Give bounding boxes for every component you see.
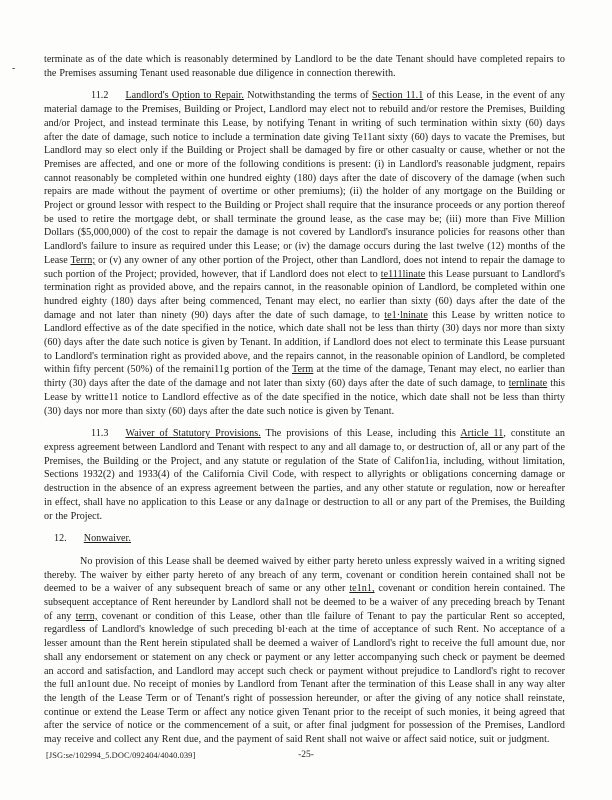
- text-run: Notwithstanding the terms of: [243, 90, 372, 102]
- text-run: , constitute an express agreement between Landlord and Tenant with respect to any and all damage to, or destruction of, all or any part of the Premises, the Building or the Project, and any statute or regulation of the State of Califon1ia, including, without limitation, Sections 1932(2) and 1933(4) of the California Civil Code, with respect to allyrights or obligations concerning damage or destruction in the absence of an express agreement between the parties, and any other statute or regulation, now or hereafter in effect, shall have no application to this Lease or any da1nage or destruction to all or any part of the Premises, the Building or the Project.: [44, 428, 565, 522]
- underlined-text: te1n1,: [349, 583, 375, 595]
- underlined-text: te111linate: [380, 268, 426, 280]
- text-run: covenant or condition herein contained. The subsequent acceptance of Rent hereunder by Landlord shall not be deemed to be a waiver of any preceding breach by Tenant of any: [44, 583, 565, 622]
- underlined-text: Article 11: [460, 428, 504, 440]
- text-run: of this Lease, in the event of any material damage to the Premises, Building or Project, Landlord may elect not to rebuild and/or restore the Premises, Building and/or Project, and instead terminate this Lease, by notifying Tenant in writing of such termination within sixty (60) days after the date of damage, such notice to include a termination date giving Te11ant sixty (60) days to vacate the Premises, but Landlord may so elect only if the Building or Project shall be damaged by fire or other casualty or cause, whether or not the Premises are affected, and one or more of the following conditions is present: (i) in Landlord's reasonable judgment, repairs cannot reasonably be completed within one hundred eighty (180) days after the date of discovery of the damage (when such repairs are made without the payment of overtime or other premiums); (ii) the holder of any mortgage on the Building or Project or ground lessor with respect to the Building or Project shall require that the insurance proceeds or any portion thereof be used to retire the mortgage debt, or shall terminate the ground lease, as the case may be; (iii) more than Five Million Dollars ($5,000,000) of the cost to repair the damage is not covered by Landlord's insurance policies for reasons other than Landlord's failure to insure as required under this Lease; or (iv) the damage occurs during the last twelve (12) months of the Lease: [44, 90, 565, 266]
- text-run: this Lease by writte11 notice to Landlord effective as of the date specified in the notice, which date shall not be less than thirty (30) days nor more than sixty (60) days after the date such notice is given by Tenant.: [44, 378, 565, 417]
- text-run: The provisions of this Lease, including this: [260, 428, 461, 440]
- underlined-text: Waiver of Statutory Provisions.: [125, 428, 261, 440]
- underlined-text: Term: [291, 364, 314, 376]
- underlined-text: Nonwaiver.: [83, 533, 131, 545]
- text-run: covenant or condition of this Lease, other than tlle failure of Tenant to pay the particular Rent so accepted, regardless of Landlord's knowledge of such preceding bl·each at the time of acceptance of such Rent. No acceptance of a lesser amount than the Rent herein stipulated shall be deemed a waiver of Landlord's right to receive the full amount due, nor shall any endorsement or statement on any check or payment or any letter accompanying such check or payment be deemed an accord and satisfaction, and Landlord may accept such check or payment without prejudice to Landlord's right to recover the full an1ount due. No receipt of monies by Landlord from Tenant after the termination of this Lease shall in any way alter the length of the Lease Term or of Tenant's right of possession hereunder, or after the giving of any notice shall reinstate, continue or extend the Lease Term or affect any notice given Tenant prior to the receipt of such monies, it being agreed that after the service of notice or the commencement of a suit, or after final judgment for possession of the Premises, Landlord may receive and collect any Rent due, and the payment of said Rent shall not waive or affect said notice, suit or judgment.: [44, 610, 565, 746]
- underlined-text: ternlinate: [508, 378, 548, 390]
- text-run: at the time of the damage, Tenant may elect, no earlier than thirty (30) days after the date of the damage and not later than sixty (60) days after the date of such damage, to: [44, 364, 566, 390]
- section-12-body: [44, 555, 565, 747]
- underlined-text: Terrn;: [70, 254, 96, 266]
- footer-doc-ref: [JSG:se/102994_5.DOC/092404/4040.039]: [46, 751, 196, 760]
- text-run: or (v) any owner of any other portion of the Project, other than Landlord, does not intend to repair the damage to such portion of the Project; provided, however, that if Landlord does not elect to: [44, 254, 565, 280]
- clause-continuation: [44, 53, 565, 80]
- section-12-heading: [44, 532, 565, 546]
- underlined-text: Section 11.1: [371, 90, 424, 102]
- underlined-text: Landlord's Option to Repair.: [125, 90, 244, 102]
- text-run: this Lease by written notice to Landlord effective as of the date specified in the notice, which date shall not be less than thirty (30) days nor more than sixty (60) days after the date such notice is given by Tenant. In addition, if Landlord does not elect to terminate this Lease pursuant to Landlord's termination right as provided above, and the repairs cannot, in the reasonable opinion of Landlord, be completed within fifty percent (50%) of the remaini11g portion of the: [44, 309, 565, 376]
- section-11-2: [44, 89, 565, 418]
- text-run: 11.3: [91, 428, 109, 440]
- section-11-3: [44, 427, 565, 523]
- page-body: [44, 53, 565, 756]
- underlined-text: te1·lninate: [384, 309, 428, 321]
- margin-dash-artifact: -: [12, 63, 16, 74]
- underlined-text: terrn,: [75, 610, 98, 622]
- text-run: this Lease pursuant to Landlord's termination right as provided above, and the repairs cannot, in the reasonable opinion of Landlord, be completed within one hundred eighty (180) days after being commenced, Tenant may elect, no earlier than sixty (60) days after the date of the damage and not later than ninety (90) days after the date of such damage, to: [44, 268, 565, 321]
- footer-page-number: -25-: [298, 750, 314, 760]
- text-run: 11.2: [91, 90, 109, 102]
- text-run: 12.: [54, 533, 67, 545]
- text-run: No provision of this Lease shall be deemed waived by either party hereto unless expressly waived in a writing signed thereby. The waiver by either party hereto of any breach of any term, covenant or condition herein contained shall not be deemed to be a waiver of any subsequent breach of same or any other: [44, 555, 565, 595]
- text-run: terminate as of the date which is reasonably determined by Landlord to be the date Tenant should have completed repairs to the Premises assuming Tenant used reasonable due diligence in connection therewith.: [44, 54, 565, 79]
